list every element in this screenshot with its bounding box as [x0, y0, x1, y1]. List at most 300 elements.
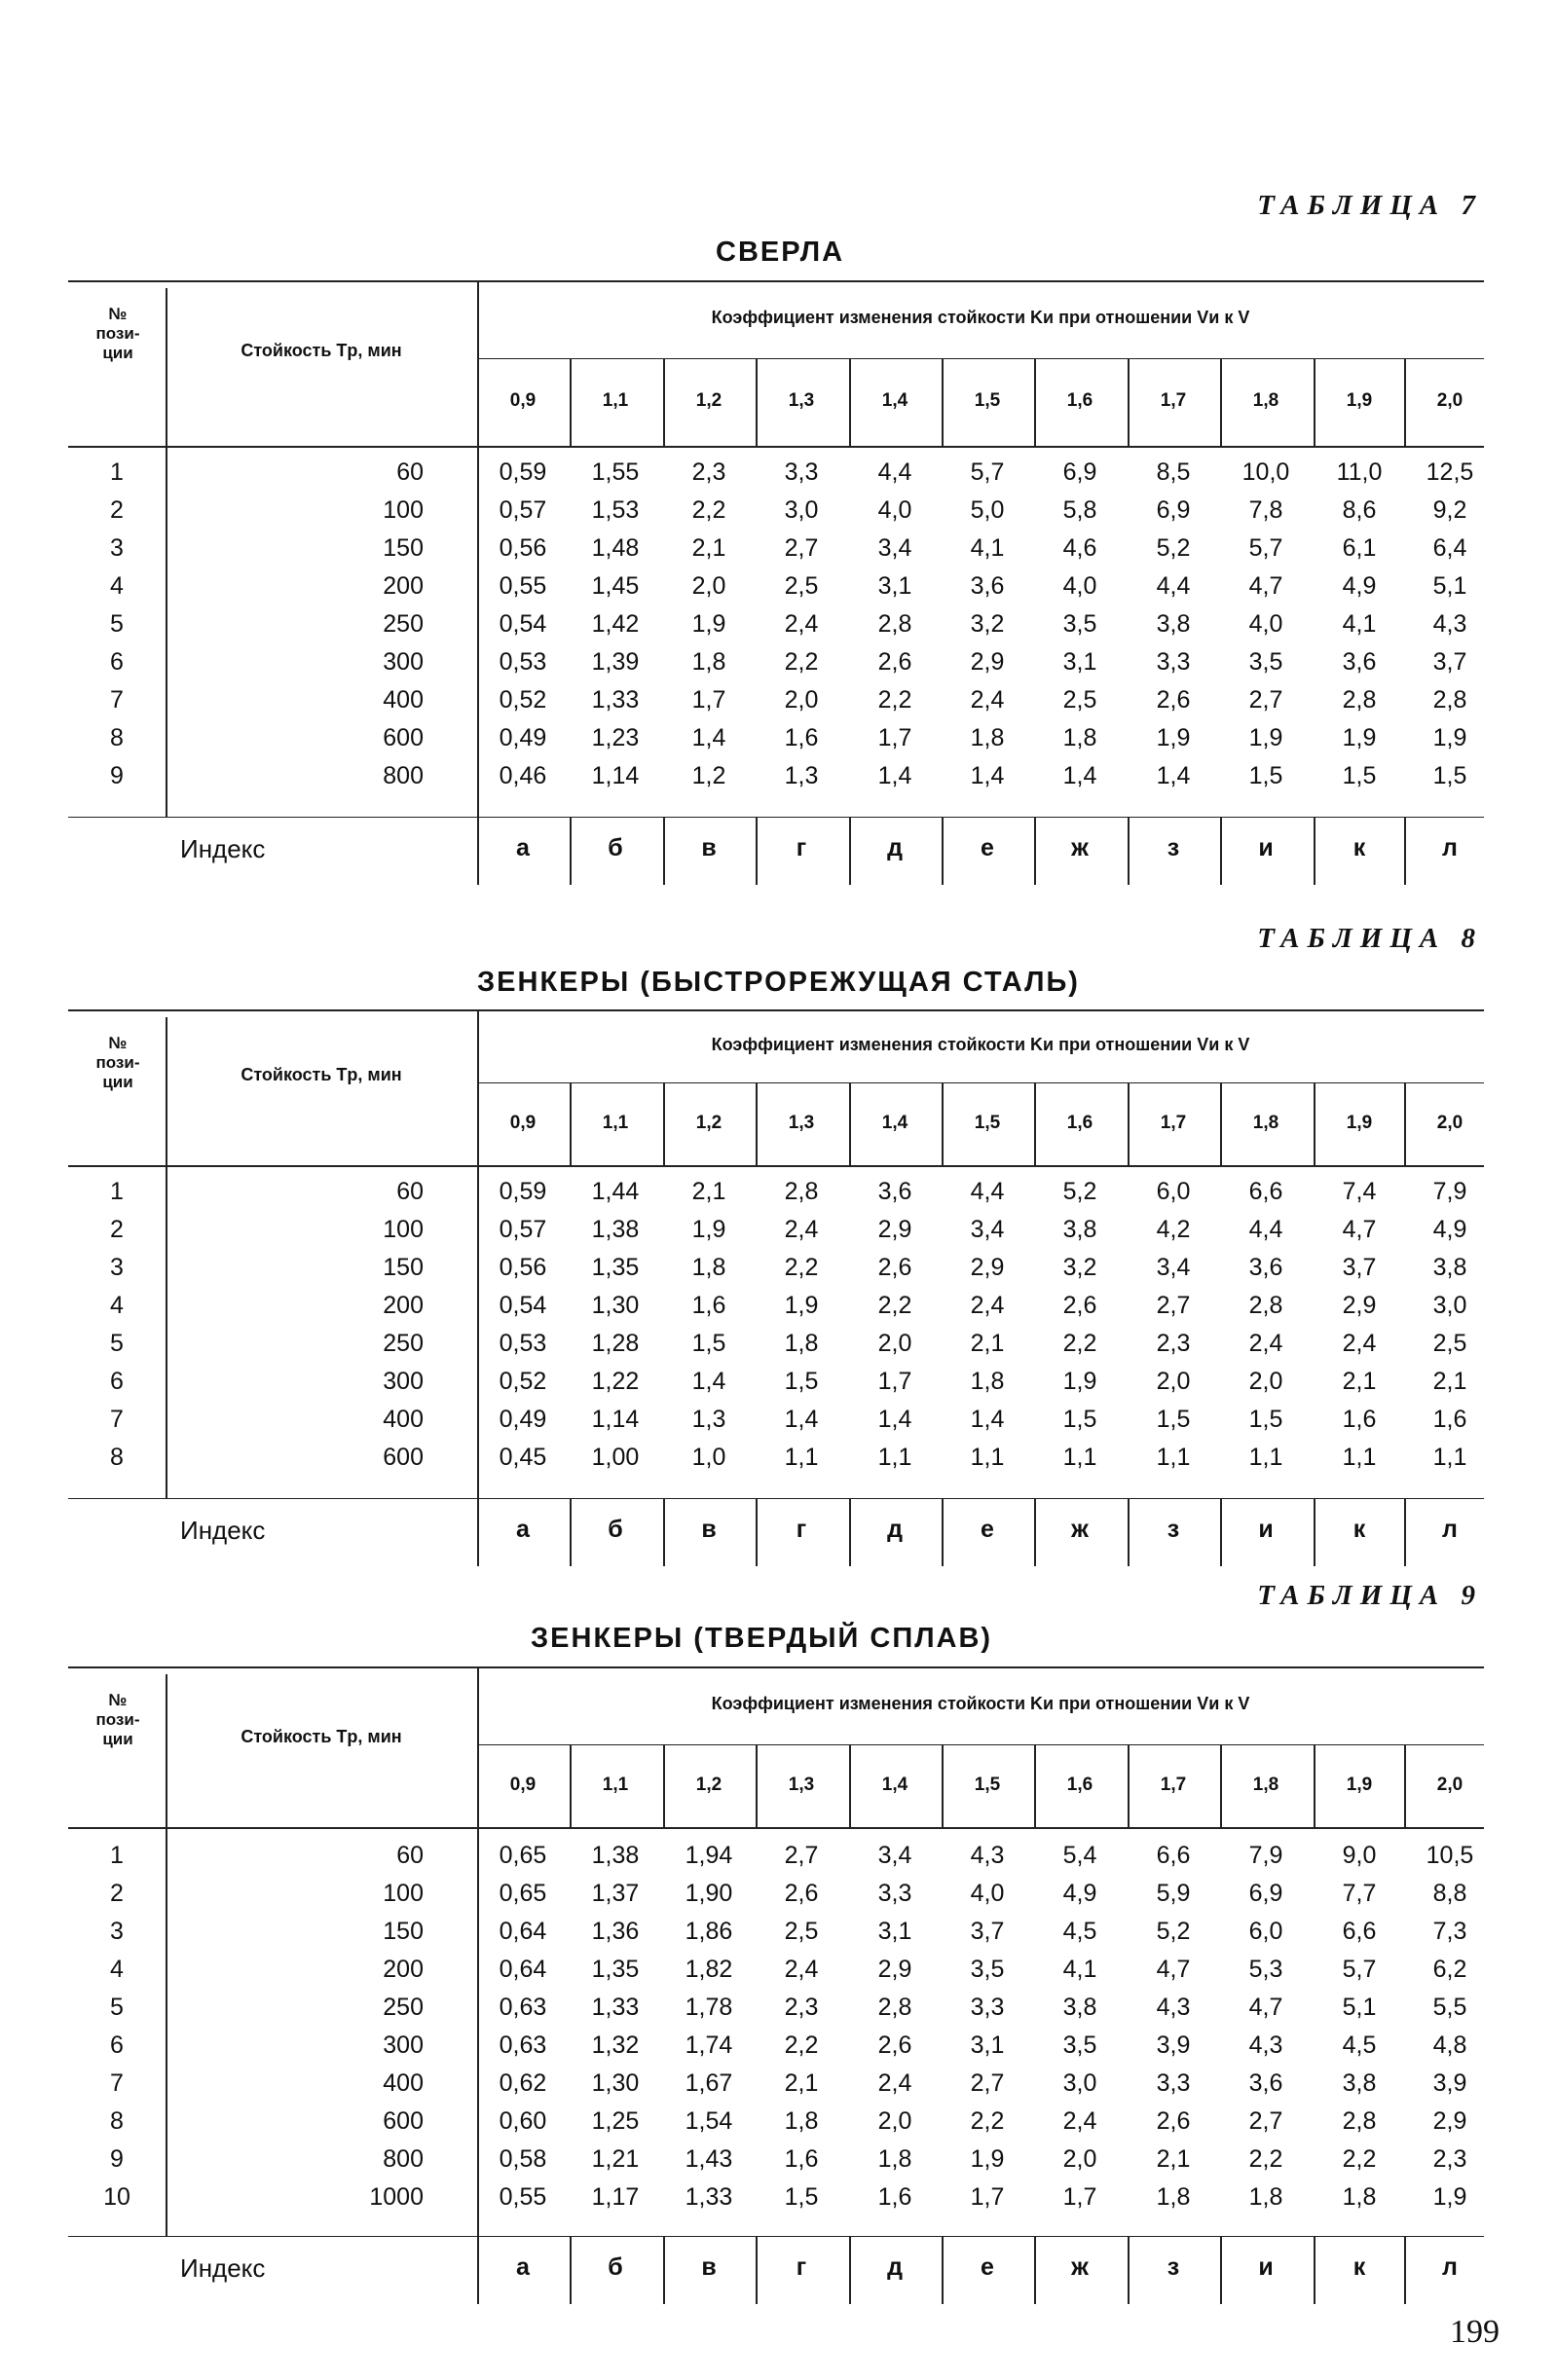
cell-coef: 1,5 — [1062, 1406, 1097, 1433]
header-position-line: пози- — [95, 324, 140, 343]
header-ratio: 0,9 — [509, 390, 537, 411]
header-ratio: 1,1 — [602, 390, 629, 411]
header-position-line: ции — [102, 344, 133, 362]
rule-coef — [477, 1082, 1484, 1083]
table-row — [68, 530, 1484, 568]
cell-coef: 0,58 — [499, 2145, 547, 2173]
cell-coef: 9,2 — [1432, 496, 1467, 524]
cell-coef: 6,2 — [1432, 1956, 1467, 1983]
cell-coef: 3,5 — [1062, 2032, 1097, 2059]
cell-position: 5 — [110, 1994, 124, 2021]
index-letter: в — [701, 1516, 717, 1543]
cell-coef: 4,0 — [1062, 572, 1097, 600]
cell-coef: 11,0 — [1336, 458, 1383, 486]
cell-coef: 1,33 — [591, 686, 640, 714]
index-letter: г — [796, 2253, 807, 2281]
cell-life: 400 — [383, 1406, 424, 1433]
cell-position: 1 — [110, 458, 124, 486]
cell-coef: 1,55 — [591, 458, 640, 486]
rule-header — [68, 446, 1484, 448]
cell-coef: 2,8 — [1432, 686, 1467, 714]
table-body — [68, 454, 1484, 795]
cell-coef: 0,59 — [499, 458, 547, 486]
rule-coef — [477, 358, 1484, 359]
cell-coef: 3,6 — [1248, 1254, 1283, 1281]
table-row — [68, 454, 1484, 492]
cell-position: 5 — [110, 1330, 124, 1357]
cell-coef: 1,1 — [1248, 1444, 1283, 1471]
header-ratio: 1,5 — [974, 1112, 1001, 1133]
cell-coef: 2,0 — [1156, 1368, 1191, 1395]
cell-coef: 4,4 — [1248, 1216, 1283, 1243]
cell-coef: 0,64 — [499, 1956, 547, 1983]
cell-coef: 1,7 — [877, 724, 912, 751]
cell-coef: 2,6 — [877, 1254, 912, 1281]
cell-coef: 1,4 — [1156, 762, 1191, 789]
cell-coef: 2,6 — [1062, 1292, 1097, 1319]
cell-coef: 1,9 — [1342, 724, 1377, 751]
index-letter: е — [981, 2253, 994, 2281]
cell-coef: 2,2 — [1248, 2145, 1283, 2173]
cell-coef: 2,5 — [784, 1918, 819, 1945]
cell-coef: 3,1 — [970, 2032, 1005, 2059]
index-letter: г — [796, 834, 807, 861]
header-position-line: ции — [102, 1073, 133, 1091]
cell-position: 3 — [110, 1918, 124, 1945]
cell-life: 800 — [383, 2145, 424, 2173]
cell-coef: 4,1 — [1342, 610, 1377, 638]
table-row — [68, 492, 1484, 530]
cell-coef: 0,65 — [499, 1880, 547, 1907]
index-letter: ж — [1071, 834, 1089, 861]
cell-coef: 3,4 — [1156, 1254, 1191, 1281]
cell-coef: 2,6 — [877, 648, 912, 676]
header-ratio: 1,8 — [1252, 390, 1279, 411]
cell-coef: 1,39 — [591, 648, 640, 676]
cell-coef: 0,60 — [499, 2107, 547, 2135]
header-ratio: 1,2 — [695, 390, 722, 411]
cell-coef: 3,8 — [1342, 2069, 1377, 2097]
cell-coef: 0,53 — [499, 648, 547, 676]
cell-coef: 2,5 — [784, 572, 819, 600]
index-letter: в — [701, 2253, 717, 2281]
header-ratio: 1,6 — [1066, 390, 1093, 411]
cell-coef: 4,3 — [970, 1842, 1005, 1869]
cell-coef: 1,3 — [784, 762, 819, 789]
cell-coef: 2,9 — [1342, 1292, 1377, 1319]
cell-coef: 2,7 — [1248, 686, 1283, 714]
cell-coef: 1,9 — [1432, 2183, 1467, 2211]
header-ratio: 1,3 — [788, 390, 815, 411]
header-ratio: 1,8 — [1252, 1774, 1279, 1795]
cell-coef: 0,59 — [499, 1178, 547, 1205]
cell-coef: 7,9 — [1248, 1842, 1283, 1869]
cell-coef: 0,54 — [499, 1292, 547, 1319]
cell-coef: 1,9 — [1248, 724, 1283, 751]
cell-coef: 1,9 — [970, 2145, 1005, 2173]
header-position-line: № — [108, 305, 128, 323]
cell-coef: 2,7 — [970, 2069, 1005, 2097]
table-row — [68, 1325, 1484, 1363]
cell-coef: 0,57 — [499, 1216, 547, 1243]
cell-coef: 1,0 — [691, 1444, 726, 1471]
cell-coef: 2,9 — [1432, 2107, 1467, 2135]
cell-life: 300 — [383, 1368, 424, 1395]
cell-position: 2 — [110, 1216, 124, 1243]
cell-coef: 3,7 — [1342, 1254, 1377, 1281]
cell-coef: 1,14 — [591, 762, 640, 789]
cell-coef: 4,7 — [1248, 572, 1283, 600]
cell-coef: 2,2 — [784, 2032, 819, 2059]
table-row — [68, 757, 1484, 795]
cell-coef: 1,8 — [1156, 2183, 1191, 2211]
cell-coef: 2,4 — [784, 1956, 819, 1983]
index-letter: к — [1352, 834, 1366, 861]
cell-life: 150 — [383, 1918, 424, 1945]
cell-coef: 0,65 — [499, 1842, 547, 1869]
cell-coef: 1,5 — [691, 1330, 726, 1357]
rule-top — [68, 280, 1484, 282]
cell-coef: 6,9 — [1062, 458, 1097, 486]
cell-coef: 2,4 — [1062, 2107, 1097, 2135]
cell-coef: 1,2 — [691, 762, 726, 789]
rule-body — [68, 2236, 1484, 2237]
rule-body — [68, 1498, 1484, 1499]
rule-coef — [477, 1744, 1484, 1745]
cell-coef: 6,6 — [1342, 1918, 1377, 1945]
table-title: СВЕРЛА — [716, 237, 845, 268]
cell-position: 2 — [110, 1880, 124, 1907]
cell-coef: 1,7 — [1062, 2183, 1097, 2211]
cell-coef: 1,74 — [685, 2032, 733, 2059]
index-letter: е — [981, 1516, 994, 1543]
cell-coef: 1,1 — [1156, 1444, 1191, 1471]
cell-coef: 2,6 — [784, 1880, 819, 1907]
cell-coef: 2,4 — [877, 2069, 912, 2097]
cell-coef: 2,0 — [691, 572, 726, 600]
cell-coef: 4,9 — [1062, 1880, 1097, 1907]
cell-coef: 3,8 — [1062, 1994, 1097, 2021]
cell-life: 400 — [383, 686, 424, 714]
cell-coef: 1,9 — [1062, 1368, 1097, 1395]
header-ratio: 1,6 — [1066, 1112, 1093, 1133]
cell-coef: 1,38 — [591, 1216, 640, 1243]
cell-coef: 6,0 — [1248, 1918, 1283, 1945]
cell-coef: 1,44 — [591, 1178, 640, 1205]
cell-coef: 3,2 — [970, 610, 1005, 638]
index-letter: д — [887, 1516, 903, 1543]
cell-coef: 2,1 — [1156, 2145, 1191, 2173]
cell-coef: 1,5 — [1248, 1406, 1283, 1433]
cell-position: 9 — [110, 2145, 124, 2173]
cell-coef: 3,4 — [877, 1842, 912, 1869]
header-ratio: 1,7 — [1160, 390, 1187, 411]
index-letter: и — [1258, 1516, 1274, 1543]
cell-coef: 1,67 — [685, 2069, 733, 2097]
index-letter: б — [608, 834, 623, 861]
table-title: ЗЕНКЕРЫ (ТВЕРДЫЙ СПЛАВ) — [531, 1623, 993, 1654]
table-row — [68, 2179, 1484, 2216]
cell-coef: 1,5 — [1432, 762, 1467, 789]
cell-coef: 2,3 — [784, 1994, 819, 2021]
header-position-line: ции — [102, 1730, 133, 1748]
cell-coef: 1,5 — [784, 1368, 819, 1395]
cell-coef: 3,9 — [1156, 2032, 1191, 2059]
header-ratio: 1,8 — [1252, 1112, 1279, 1133]
cell-coef: 2,7 — [784, 1842, 819, 1869]
cell-coef: 2,2 — [691, 496, 726, 524]
cell-life: 600 — [383, 1444, 424, 1471]
cell-coef: 2,8 — [784, 1178, 819, 1205]
header-ratio: 1,1 — [602, 1774, 629, 1795]
cell-coef: 2,8 — [1342, 686, 1377, 714]
cell-coef: 1,32 — [591, 2032, 640, 2059]
cell-coef: 4,0 — [877, 496, 912, 524]
table-row — [68, 605, 1484, 643]
cell-position: 6 — [110, 648, 124, 676]
cell-position: 7 — [110, 1406, 124, 1433]
cell-coef: 1,82 — [685, 1956, 733, 1983]
cell-position: 1 — [110, 1842, 124, 1869]
table-row — [68, 1287, 1484, 1325]
cell-coef: 3,6 — [1342, 648, 1377, 676]
cell-coef: 1,1 — [1342, 1444, 1377, 1471]
cell-coef: 1,8 — [691, 1254, 726, 1281]
cell-coef: 3,1 — [1062, 648, 1097, 676]
data-table — [68, 1666, 1484, 2304]
cell-coef: 1,4 — [691, 1368, 726, 1395]
cell-coef: 3,3 — [1156, 648, 1191, 676]
cell-life: 300 — [383, 648, 424, 676]
cell-coef: 1,7 — [877, 1368, 912, 1395]
header-ratio: 1,2 — [695, 1112, 722, 1133]
cell-life: 100 — [383, 1216, 424, 1243]
cell-coef: 8,8 — [1432, 1880, 1467, 1907]
table-row — [68, 568, 1484, 605]
cell-coef: 1,5 — [1156, 1406, 1191, 1433]
cell-coef: 2,6 — [1156, 686, 1191, 714]
index-letter: л — [1442, 834, 1458, 861]
cell-coef: 9,0 — [1342, 1842, 1377, 1869]
cell-coef: 5,7 — [970, 458, 1005, 486]
cell-coef: 5,4 — [1062, 1842, 1097, 1869]
cell-coef: 1,1 — [784, 1444, 819, 1471]
table-row — [68, 1875, 1484, 1913]
header-ratio: 1,9 — [1346, 1112, 1373, 1133]
header-coef: Коэффициент изменения стойкости Kи при отношении Vи к V — [711, 308, 1250, 327]
index-label: Индекс — [180, 1516, 266, 1545]
table-row — [68, 2065, 1484, 2103]
cell-coef: 8,6 — [1342, 496, 1377, 524]
cell-coef: 0,57 — [499, 496, 547, 524]
cell-coef: 2,3 — [1156, 1330, 1191, 1357]
table-row — [68, 643, 1484, 681]
cell-coef: 0,52 — [499, 1368, 547, 1395]
cell-coef: 6,9 — [1248, 1880, 1283, 1907]
cell-life: 100 — [383, 496, 424, 524]
cell-life: 800 — [383, 762, 424, 789]
cell-coef: 0,63 — [499, 2032, 547, 2059]
cell-coef: 1,8 — [1342, 2183, 1377, 2211]
cell-coef: 8,5 — [1156, 458, 1191, 486]
cell-coef: 3,1 — [877, 1918, 912, 1945]
cell-coef: 7,3 — [1432, 1918, 1467, 1945]
header-coef: Коэффициент изменения стойкости Kи при отношении Vи к V — [711, 1694, 1250, 1713]
rule-top — [68, 1666, 1484, 1668]
header-position — [68, 1691, 167, 1749]
index-letter: ж — [1071, 2253, 1089, 2281]
cell-coef: 2,8 — [877, 1994, 912, 2021]
header-life: Стойкость Tр, мин — [241, 341, 402, 360]
cell-life: 250 — [383, 1994, 424, 2021]
cell-coef: 6,6 — [1248, 1178, 1283, 1205]
cell-coef: 0,53 — [499, 1330, 547, 1357]
cell-coef: 1,5 — [784, 2183, 819, 2211]
cell-coef: 3,5 — [970, 1956, 1005, 1983]
cell-coef: 1,42 — [591, 610, 640, 638]
cell-coef: 0,45 — [499, 1444, 547, 1471]
cell-coef: 4,3 — [1248, 2032, 1283, 2059]
cell-position: 7 — [110, 686, 124, 714]
index-letter: д — [887, 834, 903, 861]
cell-coef: 1,7 — [691, 686, 726, 714]
cell-position: 8 — [110, 724, 124, 751]
header-coef: Коэффициент изменения стойкости Kи при отношении Vи к V — [711, 1034, 1250, 1054]
cell-coef: 2,6 — [1156, 2107, 1191, 2135]
cell-coef: 1,35 — [591, 1956, 640, 1983]
cell-life: 100 — [383, 1880, 424, 1907]
cell-position: 4 — [110, 1292, 124, 1319]
header-position — [68, 305, 167, 363]
header-ratio: 1,5 — [974, 390, 1001, 411]
header-ratio: 1,3 — [788, 1774, 815, 1795]
cell-coef: 1,23 — [591, 724, 640, 751]
cell-coef: 3,6 — [877, 1178, 912, 1205]
header-ratio: 1,4 — [881, 390, 908, 411]
cell-coef: 4,4 — [1156, 572, 1191, 600]
cell-coef: 4,7 — [1248, 1994, 1283, 2021]
cell-coef: 2,4 — [970, 686, 1005, 714]
cell-coef: 0,63 — [499, 1994, 547, 2021]
rule-header — [68, 1165, 1484, 1167]
cell-coef: 1,9 — [691, 610, 726, 638]
table-row — [68, 2027, 1484, 2065]
cell-coef: 6,9 — [1156, 496, 1191, 524]
cell-coef: 5,2 — [1156, 534, 1191, 562]
data-table — [68, 280, 1484, 885]
header-life: Стойкость Tр, мин — [241, 1727, 402, 1746]
cell-coef: 1,30 — [591, 2069, 640, 2097]
cell-coef: 2,4 — [1342, 1330, 1377, 1357]
cell-coef: 6,1 — [1342, 534, 1377, 562]
cell-coef: 1,14 — [591, 1406, 640, 1433]
cell-coef: 7,9 — [1432, 1178, 1467, 1205]
index-letter: а — [516, 1516, 530, 1543]
index-letter: з — [1167, 1516, 1180, 1543]
cell-coef: 2,3 — [1432, 2145, 1467, 2173]
cell-coef: 3,5 — [1062, 610, 1097, 638]
cell-coef: 1,9 — [691, 1216, 726, 1243]
cell-life: 200 — [383, 572, 424, 600]
cell-position: 6 — [110, 1368, 124, 1395]
cell-coef: 1,21 — [591, 2145, 640, 2173]
cell-coef: 1,48 — [591, 534, 640, 562]
cell-position: 7 — [110, 2069, 124, 2097]
cell-coef: 2,1 — [970, 1330, 1005, 1357]
table-label: ТАБЛИЦА 9 — [1257, 1580, 1483, 1611]
cell-coef: 2,7 — [1248, 2107, 1283, 2135]
cell-life: 200 — [383, 1956, 424, 1983]
table-label: ТАБЛИЦА 8 — [1257, 923, 1483, 954]
cell-coef: 1,3 — [691, 1406, 726, 1433]
cell-coef: 1,8 — [877, 2145, 912, 2173]
cell-coef: 4,5 — [1062, 1918, 1097, 1945]
cell-coef: 5,0 — [970, 496, 1005, 524]
cell-coef: 12,5 — [1426, 458, 1474, 486]
cell-coef: 3,3 — [784, 458, 819, 486]
cell-coef: 2,4 — [970, 1292, 1005, 1319]
cell-life: 150 — [383, 1254, 424, 1281]
cell-coef: 1,6 — [784, 2145, 819, 2173]
cell-coef: 2,4 — [784, 1216, 819, 1243]
cell-coef: 3,5 — [1248, 648, 1283, 676]
cell-coef: 2,2 — [877, 1292, 912, 1319]
cell-coef: 1,33 — [591, 1994, 640, 2021]
cell-coef: 2,9 — [877, 1216, 912, 1243]
cell-coef: 1,00 — [591, 1444, 640, 1471]
cell-coef: 1,43 — [685, 2145, 733, 2173]
cell-coef: 2,4 — [1248, 1330, 1283, 1357]
cell-coef: 4,1 — [1062, 1956, 1097, 1983]
cell-coef: 1,4 — [970, 762, 1005, 789]
header-ratio: 1,9 — [1346, 1774, 1373, 1795]
index-letter: к — [1352, 1516, 1366, 1543]
table-row — [68, 1837, 1484, 1875]
cell-coef: 4,0 — [1248, 610, 1283, 638]
cell-coef: 1,8 — [784, 1330, 819, 1357]
cell-coef: 2,8 — [1342, 2107, 1377, 2135]
rule-body — [68, 817, 1484, 818]
index-letter: в — [701, 834, 717, 861]
header-ratio: 1,4 — [881, 1112, 908, 1133]
cell-coef: 2,1 — [784, 2069, 819, 2097]
cell-coef: 4,7 — [1342, 1216, 1377, 1243]
cell-coef: 1,78 — [685, 1994, 733, 2021]
header-position — [68, 1034, 167, 1092]
cell-position: 2 — [110, 496, 124, 524]
cell-coef: 1,5 — [1248, 762, 1283, 789]
index-letter: ж — [1071, 1516, 1089, 1543]
index-letter: з — [1167, 2253, 1180, 2281]
cell-life: 60 — [396, 1842, 424, 1869]
cell-coef: 1,35 — [591, 1254, 640, 1281]
cell-life: 250 — [383, 610, 424, 638]
table-body — [68, 1173, 1484, 1477]
cell-coef: 2,0 — [877, 1330, 912, 1357]
cell-coef: 2,9 — [970, 648, 1005, 676]
header-ratio: 1,2 — [695, 1774, 722, 1795]
cell-coef: 4,4 — [877, 458, 912, 486]
cell-coef: 5,1 — [1342, 1994, 1377, 2021]
cell-coef: 1,38 — [591, 1842, 640, 1869]
cell-coef: 1,4 — [784, 1406, 819, 1433]
cell-coef: 4,9 — [1342, 572, 1377, 600]
table-row — [68, 1989, 1484, 2027]
cell-life: 400 — [383, 2069, 424, 2097]
cell-coef: 4,9 — [1432, 1216, 1467, 1243]
cell-coef: 1,6 — [1342, 1406, 1377, 1433]
table-row — [68, 1951, 1484, 1989]
